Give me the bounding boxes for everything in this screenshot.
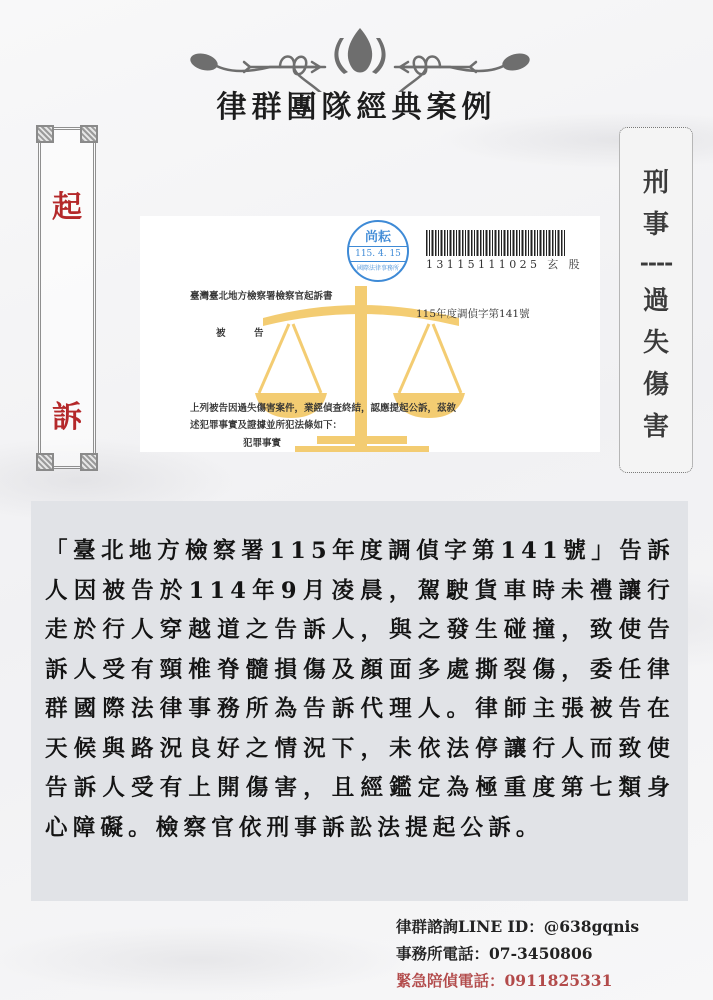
case-type-char: 起 [52,190,82,225]
category-char: 害 [642,412,669,442]
defendant-label: 被 告 [216,328,264,339]
emergency-phone-label: 緊急陪偵電話： [396,971,505,990]
document-heading: 臺灣臺北地方檢察署檢察官起訴書 [190,291,333,302]
category-char: 失 [642,328,669,358]
frame-corner-ornament-icon [80,453,98,471]
document-body-line: 述犯罪事實及證據並所犯法條如下： [190,420,343,431]
category-separator: ---- [639,250,673,276]
frame-corner-ornament-icon [36,125,54,143]
line-id-value[interactable]: @638gqnis [543,917,640,936]
emergency-phone-value[interactable]: 0911825331 [504,971,613,990]
case-type-char: 訴 [52,400,82,435]
case-summary-panel [31,501,688,901]
case-category-label [619,127,693,473]
office-phone-label: 事務所電話： [396,944,490,963]
case-summary-text: 「臺北地方檢察署115年度調偵字第141號」告訴人因被告於114年9月凌晨，駕駛貨車時未禮讓行走於行人穿越道之告訴人，與之發生碰撞，致使告訴人受有頸椎脊髓損傷及顏面多處撕裂傷，委任律群國際法律事務所為告訴代理人。律師主張被告在天候與路況良好之情況下，未依法停讓行人而致使告訴人受有上開傷害，且經鑑定為極重度第七類身心障礙。檢察官依刑事訴訟法提起公訴。 [45,538,675,841]
indictment-document-image [140,216,600,452]
received-stamp: 尚耘 115. 4. 15 國際法律事務所 [347,220,409,282]
office-phone-value[interactable]: 07-3450806 [489,944,593,963]
barcode [426,230,566,256]
frame-corner-ornament-icon [36,453,54,471]
office-phone-row[interactable] [396,940,639,967]
line-id-label: 律群諮詢LINE ID： [396,917,544,936]
document-body-line: 上列被告因過失傷害案件，業經偵查終結，認應提起公訴，茲敘 [190,403,457,414]
emergency-phone-row[interactable] [396,967,639,994]
case-type-frame [38,127,96,469]
barcode-number: 13115111025 玄 股 [426,258,583,271]
category-char: 事 [642,210,669,240]
category-char: 過 [642,286,669,316]
category-char: 傷 [642,370,669,400]
line-id-row[interactable] [396,913,639,940]
case-number: 115年度調偵字第141號 [416,308,530,320]
frame-corner-ornament-icon [80,125,98,143]
category-char: 刑 [642,168,669,198]
section-label: 犯罪事實 [243,438,282,449]
page-title: 律群團隊經典案例 [216,90,497,125]
contact-info [396,913,639,994]
